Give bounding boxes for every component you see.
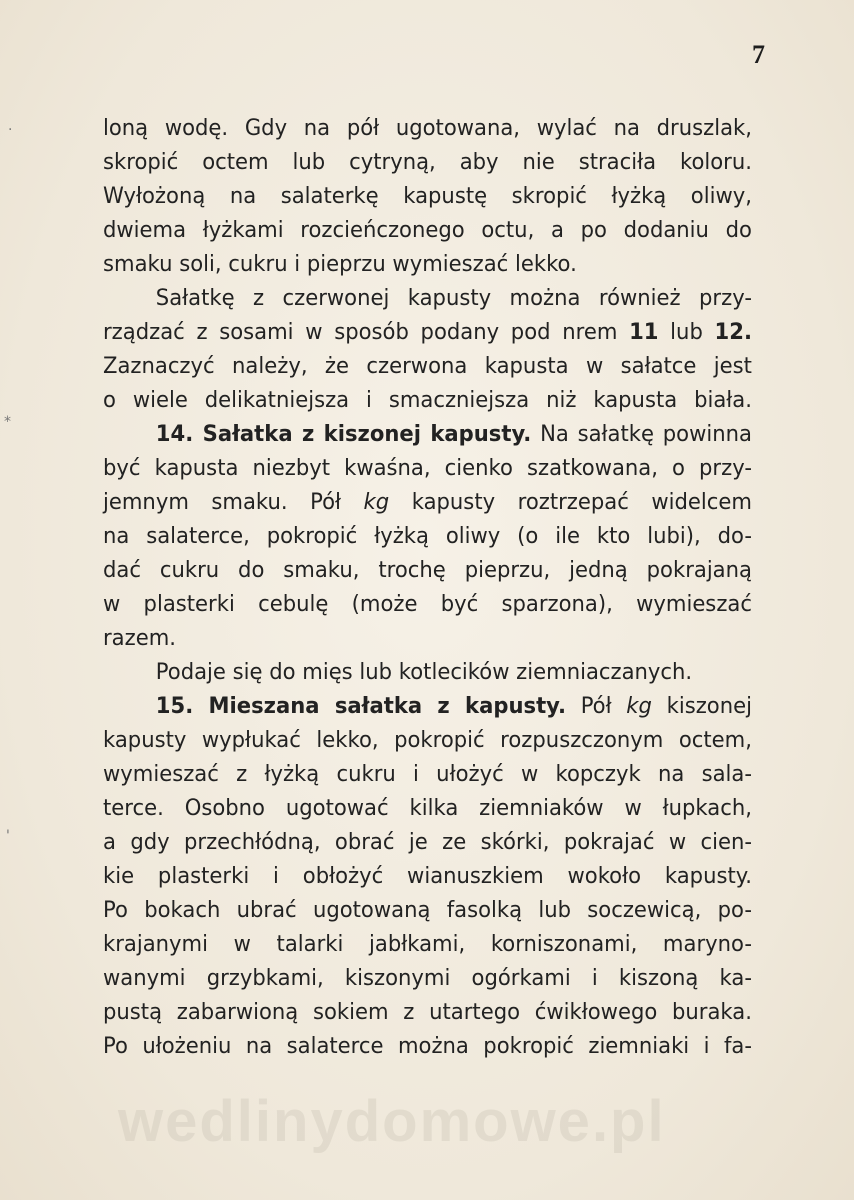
page-number: 7 bbox=[752, 40, 765, 69]
margin-speck: * bbox=[4, 414, 11, 430]
text-line: krajanymi w talarki jabłkami, korniszonami, maryno- bbox=[103, 932, 752, 957]
text-line: pustą zabarwioną sokiem z utartego ćwikłowego buraka. bbox=[103, 1000, 752, 1025]
text-line: Zaznaczyć należy, że czerwona kapusta w sałatce jest bbox=[103, 354, 752, 379]
text-line: być kapusta niezbyt kwaśna, cienko szatkowana, o przy- bbox=[103, 456, 752, 481]
watermark: wedlinydomowe.pl bbox=[118, 1089, 666, 1154]
text-line: jemnym smaku. Pół kg kapusty roztrzepać widelcem bbox=[103, 490, 752, 515]
text-line-with-refs: rządzać z sosami w sposób podany pod nrem 11 lub 12. bbox=[103, 320, 752, 345]
text-line: Wyłożoną na salaterkę kapustę skropić łyżką oliwy, bbox=[103, 184, 752, 209]
text-line: Sałatkę z czerwonej kapusty można również przy- bbox=[155, 286, 752, 311]
text-line: Po bokach ubrać ugotowaną fasolką lub soczewicą, po- bbox=[103, 898, 752, 923]
recipe-ref: 12. bbox=[714, 320, 752, 345]
text-line: na salaterce, pokropić łyżką oliwy (o ile kto lubi), do- bbox=[103, 524, 752, 549]
text-line: dać cukru do smaku, trochę pieprzu, jedną pokrajaną bbox=[103, 558, 752, 583]
margin-speck: ' bbox=[6, 828, 10, 844]
text-line: a gdy przechłódną, obrać je ze skórki, pokrajać w cien- bbox=[103, 830, 752, 855]
recipe-heading-line: 15. Mieszana sałatka z kapusty. Pół kg kiszonej bbox=[155, 694, 752, 719]
text-line: skropić octem lub cytryną, aby nie straciła koloru. bbox=[103, 150, 752, 175]
text-line: w plasterki cebulę (może być sparzona), wymieszać bbox=[103, 592, 752, 617]
text-line: kie plasterki i obłożyć wianuszkiem wokoło kapusty. bbox=[103, 864, 752, 889]
body-text bbox=[103, 112, 752, 1064]
text-line: loną wodę. Gdy na pół ugotowana, wylać na druszlak, bbox=[103, 116, 752, 141]
text-line: o wiele delikatniejsza i smaczniejsza niż kapusta biała. bbox=[103, 388, 752, 413]
text-line: razem. bbox=[103, 626, 177, 651]
text-line: terce. Osobno ugotować kilka ziemniaków w łupkach, bbox=[103, 796, 752, 821]
unit-kg: kg bbox=[363, 490, 390, 515]
text-line: kapusty wypłukać lekko, pokropić rozpuszczonym octem, bbox=[103, 728, 752, 753]
text-line: wymieszać z łyżką cukru i ułożyć w kopczyk na sala- bbox=[103, 762, 752, 787]
margin-speck: · bbox=[8, 122, 13, 138]
recipe-title: 14. Sałatka z kiszonej kapusty. bbox=[155, 422, 532, 447]
text-line: dwiema łyżkami rozcieńczonego octu, a po dodaniu do bbox=[103, 218, 752, 243]
recipe-title: 15. Mieszana sałatka z kapusty. bbox=[155, 694, 567, 719]
recipe-ref: 11 bbox=[629, 320, 659, 345]
recipe-heading-line: 14. Sałatka z kiszonej kapusty. Na sałatkę powinna bbox=[155, 422, 752, 447]
unit-kg: kg bbox=[626, 694, 652, 719]
text-line: wanymi grzybkami, kiszonymi ogórkami i kiszoną ka- bbox=[103, 966, 752, 991]
text-line: smaku soli, cukru i pieprzu wymieszać lekko. bbox=[103, 252, 577, 277]
text-line: Podaje się do mięs lub kotlecików ziemniaczanych. bbox=[155, 660, 693, 685]
text-line: Po ułożeniu na salaterce można pokropić ziemniaki i fa- bbox=[103, 1034, 752, 1059]
